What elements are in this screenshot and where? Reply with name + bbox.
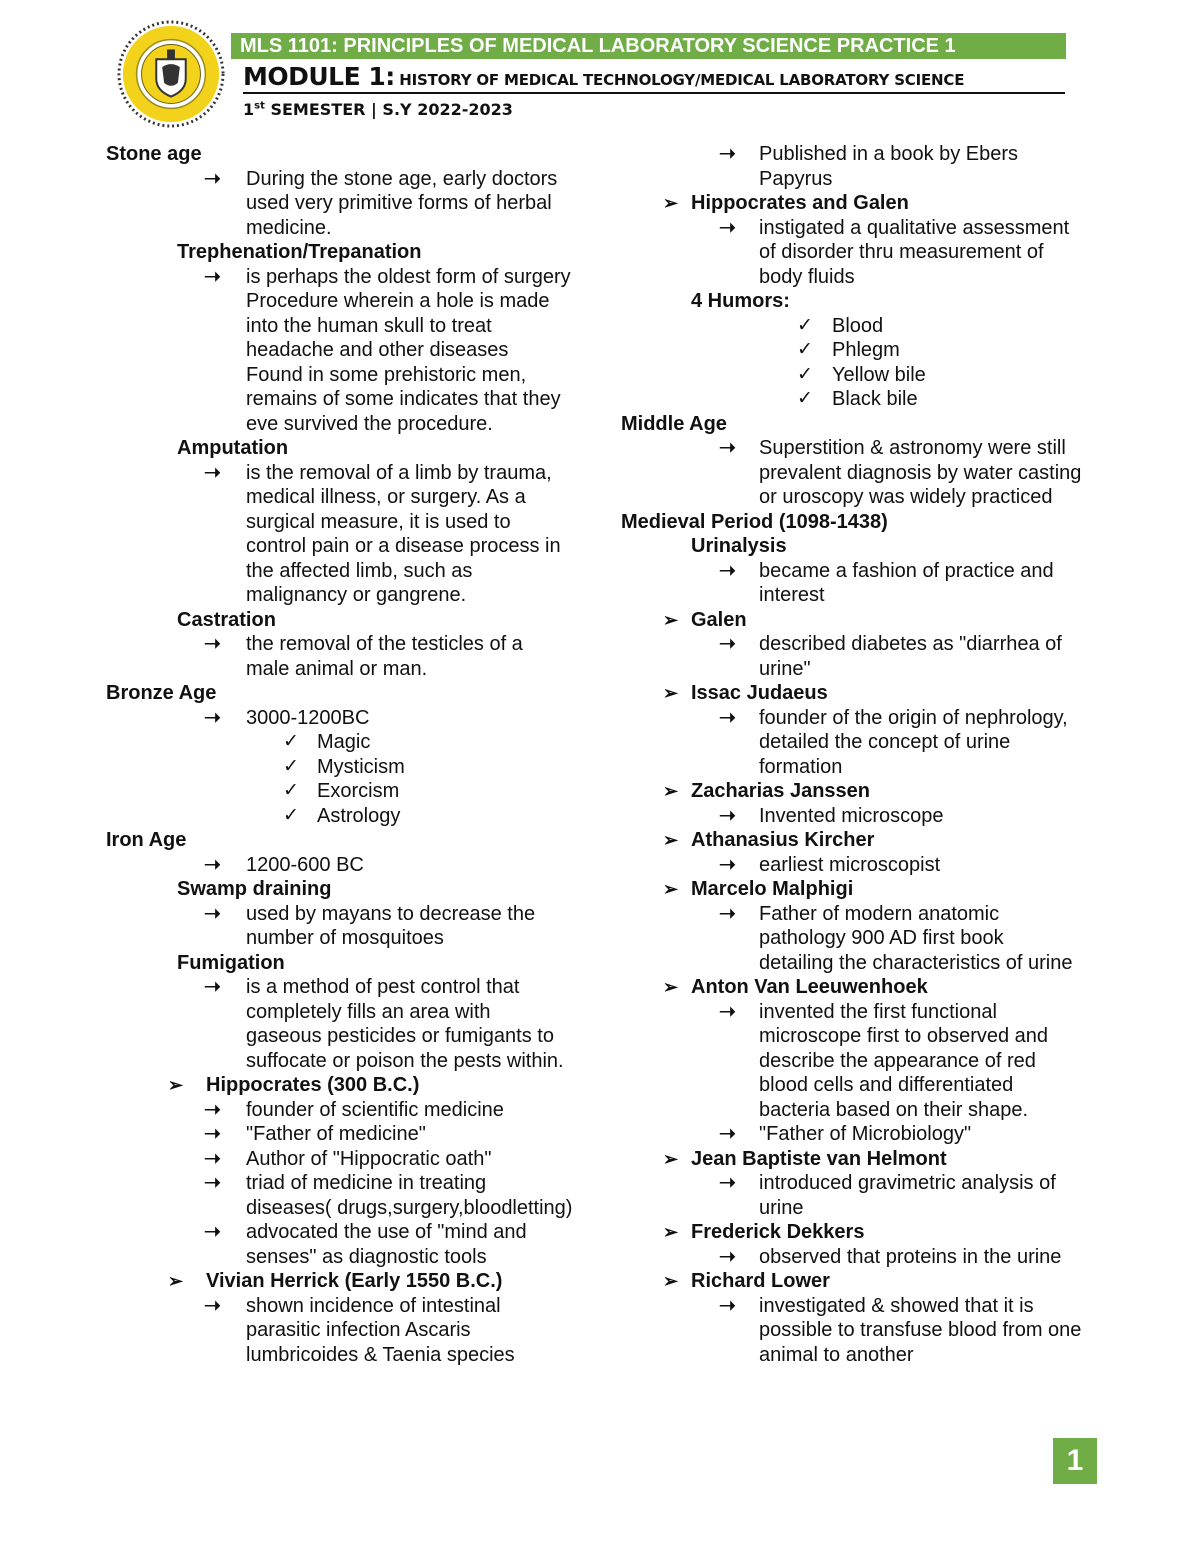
heading-text: Stone age <box>106 143 202 165</box>
section-heading <box>106 436 596 461</box>
bullet-line: medicine. <box>246 216 332 239</box>
heading-text: Urinalysis <box>691 535 787 557</box>
right-arrow-icon: ➝ <box>719 559 736 582</box>
right-arrow-icon: ➝ <box>204 1294 221 1317</box>
arrow-bullet <box>621 902 1101 976</box>
bullet-line: triad of medicine in treating <box>246 1172 487 1194</box>
check-item <box>106 755 596 780</box>
bullet-line: used very primitive forms of herbal <box>246 192 552 214</box>
arrow-bullet <box>106 902 596 951</box>
bullet-line: senses" as diagnostic tools <box>246 1245 487 1268</box>
bullet-line: the removal of the testicles of a <box>246 633 523 655</box>
bullet-line: animal to another <box>759 1343 914 1366</box>
topic-heading <box>621 779 1101 804</box>
bullet-line: control pain or a disease process in <box>246 535 561 557</box>
arrow-bullet <box>106 1220 596 1269</box>
bullet-line: urine <box>759 1196 804 1219</box>
check-item <box>621 363 1101 388</box>
arrow-bullet <box>621 1000 1101 1123</box>
section-heading <box>106 240 596 265</box>
right-arrow-icon: ➝ <box>204 461 221 484</box>
heading-text: Bronze Age <box>106 682 217 704</box>
bullet-line: is perhaps the oldest form of surgery <box>246 265 571 288</box>
bullet-line: microscope first to observed and <box>759 1025 1049 1047</box>
bullet-line: suffocate or poison the pests within. <box>246 1049 564 1072</box>
topic-text: Issac Judaeus <box>691 682 828 704</box>
right-arrow-icon: ➝ <box>719 1123 736 1145</box>
bullet-line: became a fashion of practice and <box>759 559 1054 582</box>
right-arrow-icon: ➝ <box>204 1098 221 1121</box>
semester-line <box>243 100 513 119</box>
topic-heading <box>621 1269 1101 1294</box>
chevron-right-icon: ➢ <box>663 1148 679 1169</box>
bullet-line: detailed the concept of urine <box>759 731 1011 753</box>
topic-text: Hippocrates (300 B.C.) <box>206 1074 420 1096</box>
bullet-line: "Father of medicine" <box>246 1123 426 1145</box>
check-text: Exorcism <box>317 780 400 802</box>
chevron-right-icon: ➢ <box>663 879 679 899</box>
section-heading <box>106 877 596 902</box>
bullet-line: "Father of Microbiology" <box>759 1123 972 1145</box>
section-heading <box>621 510 1101 535</box>
bullet-line: shown incidence of intestinal <box>246 1294 501 1317</box>
arrow-bullet <box>106 167 596 241</box>
check-item <box>621 338 1101 363</box>
bullet-line: eve survived the procedure. <box>246 412 493 435</box>
checkmark-icon: ✓ <box>797 363 813 385</box>
heading-text: Medieval Period (1098-1438) <box>621 510 888 533</box>
arrow-bullet <box>106 1098 596 1123</box>
bullet-line: observed that proteins in the urine <box>759 1245 1062 1268</box>
bullet-line: describe the appearance of red <box>759 1049 1036 1072</box>
topic-text: Anton Van Leeuwenhoek <box>691 976 928 998</box>
topic-text: Richard Lower <box>691 1270 830 1292</box>
bullet-line: number of mosquitoes <box>246 927 444 949</box>
arrow-bullet <box>621 436 1101 510</box>
module-subtitle: HISTORY OF MEDICAL TECHNOLOGY/MEDICAL LABORATORY SCIENCE <box>399 71 965 89</box>
chevron-right-icon: ➢ <box>663 683 679 703</box>
bullet-line: of disorder thru measurement of <box>759 241 1044 263</box>
heading-text: Iron Age <box>106 829 187 851</box>
bullet-line: or uroscopy was widely practiced <box>759 486 1053 508</box>
check-item <box>106 804 596 829</box>
check-text: Astrology <box>317 804 401 827</box>
section-heading <box>621 534 1101 559</box>
module-heading <box>243 62 1065 94</box>
bullet-line: 1200-600 BC <box>246 853 364 876</box>
bullet-line: is a method of pest control that <box>246 976 520 998</box>
right-arrow-icon: ➝ <box>719 902 736 925</box>
topic-heading <box>621 975 1101 1000</box>
check-text: Mysticism <box>317 755 405 778</box>
check-item <box>621 387 1101 412</box>
right-arrow-icon: ➝ <box>719 633 736 655</box>
bullet-line: remains of some indicates that they <box>246 388 561 410</box>
bullet-line: bacteria based on their shape. <box>759 1098 1029 1121</box>
bullet-line: prevalent diagnosis by water casting <box>759 461 1082 484</box>
check-item <box>106 730 596 755</box>
heading-text: Swamp draining <box>177 878 332 900</box>
right-arrow-icon: ➝ <box>719 143 736 165</box>
bullet-line: used by mayans to decrease the <box>246 902 536 925</box>
chevron-right-icon: ➢ <box>663 193 679 213</box>
section-heading <box>621 289 1101 314</box>
topic-heading <box>106 1073 596 1098</box>
arrow-bullet <box>621 1294 1101 1368</box>
chevron-right-icon: ➢ <box>663 1271 679 1291</box>
right-arrow-icon: ➝ <box>204 167 221 190</box>
topic-text: Athanasius Kircher <box>691 829 875 851</box>
bullet-line: 3000-1200BC <box>246 706 370 729</box>
right-arrow-icon: ➝ <box>204 902 221 925</box>
heading-text: Trephenation/Trepanation <box>177 241 422 263</box>
checkmark-icon: ✓ <box>797 339 813 360</box>
bullet-line: introduced gravimetric analysis of <box>759 1172 1056 1194</box>
section-heading <box>106 142 596 167</box>
section-heading <box>621 412 1101 437</box>
section-heading <box>106 681 596 706</box>
right-column <box>621 142 1101 1367</box>
check-item <box>621 314 1101 339</box>
bullet-line: diseases( drugs,surgery,bloodletting) <box>246 1196 573 1219</box>
bullet-line: malignancy or gangrene. <box>246 584 467 606</box>
arrow-bullet <box>106 1147 596 1172</box>
checkmark-icon: ✓ <box>283 780 299 801</box>
bullet-line: headache and other diseases <box>246 339 509 361</box>
module-label: MODULE 1: <box>243 62 395 91</box>
bullet-line: the affected limb, such as <box>246 559 473 582</box>
bullet-line: gaseous pesticides or fumigants to <box>246 1025 554 1047</box>
bullet-line: male animal or man. <box>246 657 428 680</box>
semester-suffix: st <box>254 100 265 112</box>
university-seal-logo <box>117 20 225 128</box>
topic-text: Vivian Herrick (Early 1550 B.C.) <box>206 1270 503 1292</box>
topic-heading <box>621 1147 1101 1172</box>
checkmark-icon: ✓ <box>797 388 813 409</box>
right-arrow-icon: ➝ <box>204 1123 221 1145</box>
chevron-right-icon: ➢ <box>663 781 679 801</box>
bullet-line: pathology 900 AD first book <box>759 927 1004 949</box>
bullet-line: lumbricoides & Taenia species <box>246 1343 515 1366</box>
bullet-line: Procedure wherein a hole is made <box>246 290 550 312</box>
topic-heading <box>621 191 1101 216</box>
right-arrow-icon: ➝ <box>719 1172 736 1194</box>
bullet-line: possible to transfuse blood from one <box>759 1319 1082 1341</box>
bullet-line: urine" <box>759 657 811 680</box>
bullet-line: founder of the origin of nephrology, <box>759 706 1068 729</box>
arrow-bullet <box>621 853 1101 878</box>
heading-text: Castration <box>177 608 276 631</box>
semester-number: 1 <box>243 100 255 119</box>
right-arrow-icon: ➝ <box>204 1147 221 1170</box>
left-column <box>106 142 596 1367</box>
right-arrow-icon: ➝ <box>204 265 221 288</box>
heading-text: 4 Humors: <box>691 290 790 312</box>
course-title-bar: MLS 1101: PRINCIPLES OF MEDICAL LABORATORY SCIENCE PRACTICE 1 <box>231 33 1066 59</box>
topic-heading <box>106 1269 596 1294</box>
arrow-bullet <box>106 853 596 878</box>
right-arrow-icon: ➝ <box>719 1245 736 1268</box>
arrow-bullet <box>621 632 1101 681</box>
bullet-line: Superstition & astronomy were still <box>759 437 1066 459</box>
arrow-bullet <box>621 559 1101 608</box>
chevron-right-icon: ➢ <box>168 1271 184 1291</box>
heading-text: Middle Age <box>621 412 727 435</box>
arrow-bullet <box>106 265 596 437</box>
heading-text: Amputation <box>177 437 289 459</box>
topic-text: Zacharias Janssen <box>691 780 870 802</box>
arrow-bullet <box>621 142 1101 191</box>
section-heading <box>106 951 596 976</box>
right-arrow-icon: ➝ <box>204 1221 221 1243</box>
checkmark-icon: ✓ <box>283 755 299 777</box>
bullet-line: founder of scientific medicine <box>246 1098 504 1121</box>
arrow-bullet <box>621 804 1101 829</box>
check-text: Magic <box>317 731 371 753</box>
section-heading <box>106 828 596 853</box>
check-text: Yellow bile <box>832 363 926 386</box>
arrow-bullet <box>106 975 596 1073</box>
right-arrow-icon: ➝ <box>719 437 736 459</box>
chevron-right-icon: ➢ <box>168 1075 184 1095</box>
bullet-line: investigated & showed that it is <box>759 1294 1034 1317</box>
arrow-bullet <box>621 1122 1101 1147</box>
bullet-line: advocated the use of "mind and <box>246 1221 527 1243</box>
topic-text: Galen <box>691 608 747 631</box>
chevron-right-icon: ➢ <box>663 977 679 997</box>
arrow-bullet <box>621 706 1101 780</box>
check-text: Blood <box>832 314 884 337</box>
right-arrow-icon: ➝ <box>719 216 736 239</box>
bullet-line: instigated a qualitative assessment <box>759 216 1070 239</box>
bullet-line: formation <box>759 755 843 778</box>
bullet-line: completely fills an area with <box>246 1000 491 1023</box>
topic-heading <box>621 608 1101 633</box>
bullet-line: detailing the characteristics of urine <box>759 951 1073 974</box>
bullet-line: is the removal of a limb by trauma, <box>246 461 552 484</box>
bullet-line: Found in some prehistoric men, <box>246 363 527 386</box>
check-text: Black bile <box>832 388 918 410</box>
bullet-line: parasitic infection Ascaris <box>246 1319 471 1341</box>
chevron-right-icon: ➢ <box>663 1222 679 1242</box>
bullet-line: interest <box>759 584 825 606</box>
bullet-line: invented the first functional <box>759 1000 997 1023</box>
right-arrow-icon: ➝ <box>204 633 221 655</box>
bullet-line: described diabetes as "diarrhea of <box>759 633 1062 655</box>
bullet-line: medical illness, or surgery. As a <box>246 486 526 508</box>
right-arrow-icon: ➝ <box>719 1000 736 1023</box>
right-arrow-icon: ➝ <box>719 804 736 827</box>
topic-heading <box>621 1220 1101 1245</box>
chevron-right-icon: ➢ <box>663 830 679 850</box>
topic-heading <box>621 877 1101 902</box>
section-heading <box>106 608 596 633</box>
bullet-line: Author of "Hippocratic oath" <box>246 1147 492 1170</box>
right-arrow-icon: ➝ <box>204 976 221 998</box>
arrow-bullet <box>621 1245 1101 1270</box>
page-number: 1 <box>1053 1438 1097 1484</box>
arrow-bullet <box>621 1171 1101 1220</box>
heading-text: Fumigation <box>177 951 285 974</box>
bullet-line: Published in a book by Ebers <box>759 143 1019 165</box>
check-item <box>106 779 596 804</box>
bullet-line: During the stone age, early doctors <box>246 167 558 190</box>
arrow-bullet <box>106 1294 596 1368</box>
checkmark-icon: ✓ <box>797 314 813 336</box>
topic-heading <box>621 828 1101 853</box>
topic-text: Frederick Dekkers <box>691 1221 865 1243</box>
semester-text: SEMESTER | S.Y 2022-2023 <box>270 100 513 119</box>
checkmark-icon: ✓ <box>283 731 299 752</box>
right-arrow-icon: ➝ <box>719 706 736 729</box>
right-arrow-icon: ➝ <box>204 706 221 729</box>
topic-text: Jean Baptiste van Helmont <box>691 1147 947 1170</box>
chevron-right-icon: ➢ <box>663 609 679 630</box>
bullet-line: into the human skull to treat <box>246 314 492 337</box>
bullet-line: Father of modern anatomic <box>759 902 1000 925</box>
topic-heading <box>621 681 1101 706</box>
checkmark-icon: ✓ <box>283 804 299 826</box>
arrow-bullet <box>106 1122 596 1147</box>
arrow-bullet <box>106 632 596 681</box>
bullet-line: Papyrus <box>759 167 833 190</box>
right-arrow-icon: ➝ <box>204 853 221 876</box>
bullet-line: surgical measure, it is used to <box>246 510 511 533</box>
right-arrow-icon: ➝ <box>719 1294 736 1317</box>
arrow-bullet <box>106 1171 596 1220</box>
bullet-line: blood cells and differentiated <box>759 1074 1014 1096</box>
arrow-bullet <box>621 216 1101 290</box>
bullet-line: Invented microscope <box>759 804 944 827</box>
topic-text: Marcelo Malphigi <box>691 878 854 900</box>
bullet-line: earliest microscopist <box>759 853 941 876</box>
bullet-line: body fluids <box>759 265 855 288</box>
arrow-bullet <box>106 461 596 608</box>
arrow-bullet <box>106 706 596 731</box>
right-arrow-icon: ➝ <box>719 853 736 876</box>
right-arrow-icon: ➝ <box>204 1172 221 1194</box>
check-text: Phlegm <box>832 339 900 361</box>
topic-text: Hippocrates and Galen <box>691 192 909 214</box>
